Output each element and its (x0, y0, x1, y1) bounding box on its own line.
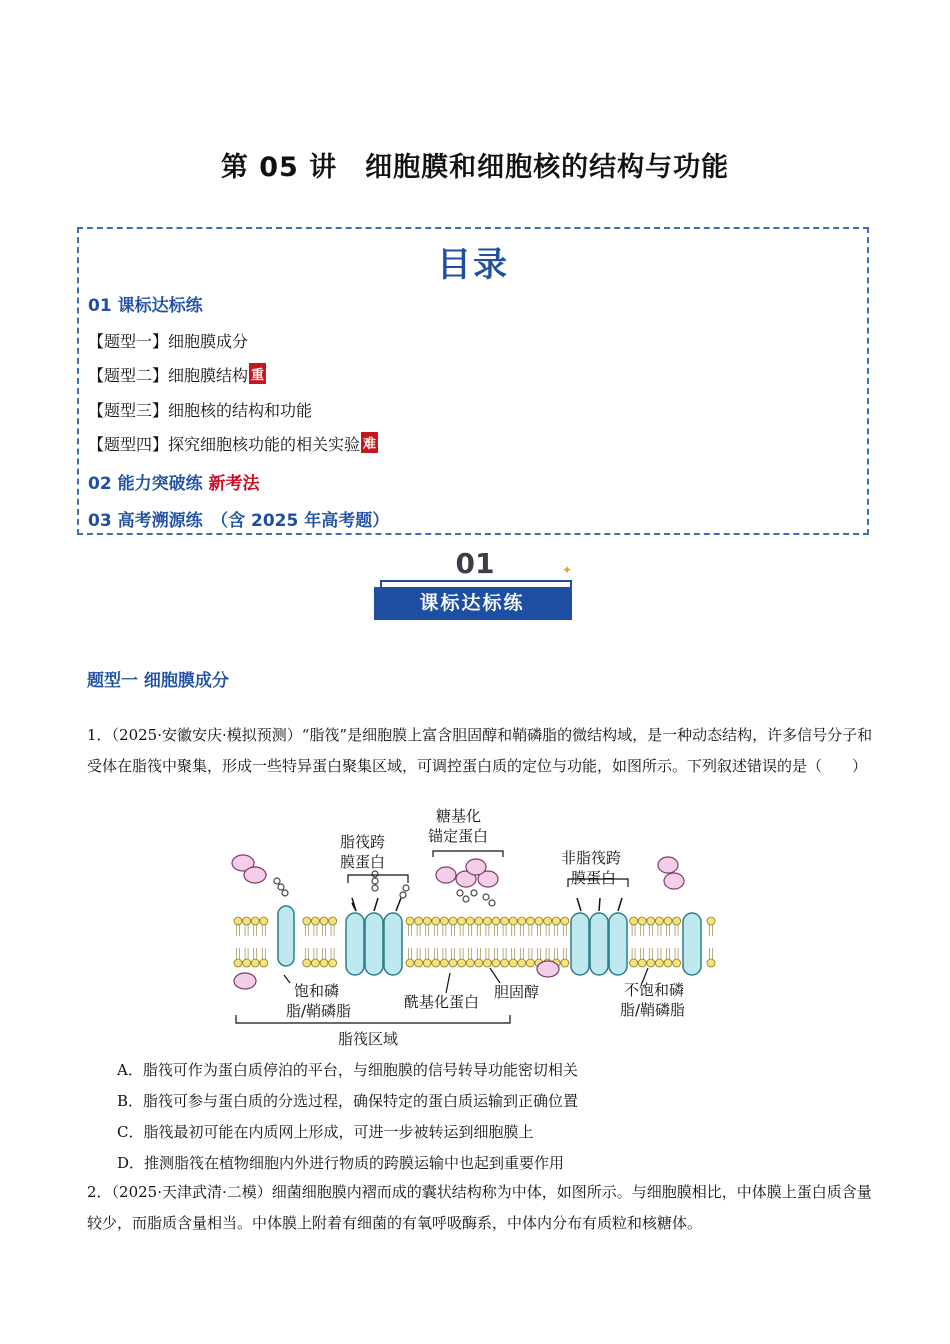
phospholipid-tail (426, 925, 429, 936)
phospholipid-tail (503, 948, 506, 959)
phospholipid-heads-bottom (234, 948, 715, 967)
phospholipid-tail (641, 948, 644, 959)
banner-number: 01 (455, 547, 495, 580)
phospholipid-tail (469, 948, 472, 959)
phospholipid-tail (667, 925, 670, 936)
phospholipid-tail (710, 948, 713, 959)
lipid-raft-figure (228, 803, 728, 1048)
phospholipid-head (526, 917, 534, 925)
toc-item-type-1[interactable] (88, 329, 248, 352)
phospholipid-head (483, 917, 491, 925)
phospholipid-head (432, 917, 440, 925)
phospholipid-head (303, 917, 311, 925)
phospholipid-head (673, 917, 681, 925)
phospholipid-head (406, 917, 414, 925)
option-d[interactable]: D．推测脂筏在植物细胞内外进行物质的跨膜运输中也起到重要作用 (117, 1154, 565, 1172)
phospholipid-head (544, 917, 552, 925)
figure-label: 脂/鞘磷脂 (286, 1002, 352, 1020)
phospholipid-head (311, 917, 319, 925)
phospholipid-tail (520, 925, 523, 936)
phospholipid-tail (503, 925, 506, 936)
toc-section-03[interactable] (88, 506, 389, 531)
phospholipid-tail (632, 925, 635, 936)
phospholipid-head (647, 959, 655, 967)
phospholipid-head (561, 917, 569, 925)
raft-transmembrane-protein (384, 913, 402, 975)
toc-item-type-4[interactable] (88, 432, 378, 455)
phospholipid-head (260, 959, 268, 967)
phospholipid-head (492, 917, 500, 925)
figure-label: 膜蛋白 (340, 853, 386, 871)
difficult-badge: 难 (361, 432, 378, 453)
phospholipid-tail (460, 948, 463, 959)
option-c[interactable]: C．脂筏最初可能在内质网上形成，可进一步被转运到细胞膜上 (117, 1123, 534, 1141)
phospholipid-tail (546, 925, 549, 936)
phospholipid-tail (331, 948, 334, 959)
phospholipid-head (449, 959, 457, 967)
phospholipid-head (466, 959, 474, 967)
figure-label: 饱和磷 (294, 982, 340, 1000)
phospholipid-head (526, 959, 534, 967)
phospholipid-tail (237, 925, 240, 936)
section-heading: 题型一 细胞膜成分 (87, 671, 229, 691)
phospholipid-head (501, 917, 509, 925)
figure-label: 糖基化 (436, 807, 482, 825)
figure-label: 脂筏跨 (340, 833, 386, 851)
nonraft-transmembrane-protein (609, 913, 627, 975)
toc-item-label: 【题型三】细胞核的结构和功能 (88, 401, 313, 420)
phospholipid-head (483, 959, 491, 967)
phospholipid-head (475, 959, 483, 967)
toc-item-type-2[interactable] (88, 363, 266, 386)
phospholipid-head (251, 959, 259, 967)
phospholipid-tail (434, 948, 437, 959)
phospholipid-head (707, 959, 715, 967)
phospholipid-head (243, 917, 251, 925)
phospholipid-head (449, 917, 457, 925)
phospholipid-tail (495, 948, 498, 959)
phospholipid-head (320, 959, 328, 967)
phospholipid-tail (409, 925, 412, 936)
phospholipid-tail (452, 948, 455, 959)
phospholipid-head (423, 959, 431, 967)
phospholipid-head (440, 959, 448, 967)
phospholipid-head (406, 959, 414, 967)
phospholipid-tail (538, 925, 541, 936)
figure-label: 脂筏区域 (338, 1030, 399, 1048)
phospholipid-head (518, 917, 526, 925)
figure-label: 膜蛋白 (571, 869, 617, 887)
phospholipid-head (234, 917, 242, 925)
phospholipid-tail (477, 925, 480, 936)
toc-section-01[interactable] (88, 291, 203, 316)
phospholipid-head (509, 959, 517, 967)
phospholipid-head (440, 917, 448, 925)
figure-label: 胆固醇 (494, 983, 540, 1001)
phospholipid-head (475, 917, 483, 925)
section-banner (370, 545, 580, 630)
phospholipid-tail (486, 948, 489, 959)
toc-section-label: 03 高考溯源练 （含 2025 年高考题） (88, 511, 390, 531)
phospholipid-head (423, 917, 431, 925)
toc-item-label: 【题型一】细胞膜成分 (88, 332, 249, 351)
phospholipid-head (432, 959, 440, 967)
question-1-stem: 1．（2025·安徽安庆·模拟预测）“脂筏”是细胞膜上富含胆固醇和鞘磷脂的微结构域，是一种动态结构，许多信号分子和受体在脂筏中聚集，形成一些特异蛋白聚集区域，可调控蛋白质的定位与功能，如图所示。下列叙述错误的是（ ） (87, 726, 873, 775)
phospholipid-head (243, 959, 251, 967)
phospholipid-tail (675, 925, 678, 936)
phospholipid-tail (237, 948, 240, 959)
option-a[interactable]: A．脂筏可作为蛋白质停泊的平台，与细胞膜的信号转导功能密切相关 (117, 1061, 578, 1079)
raft-transmembrane-protein (365, 913, 383, 975)
figure-label: 锚定蛋白 (428, 827, 489, 845)
phospholipid-tail (486, 925, 489, 936)
phospholipid-tail (512, 948, 515, 959)
phospholipid-tail (649, 948, 652, 959)
phospholipid-tail (563, 948, 566, 959)
phospholipid-head (630, 917, 638, 925)
phospholipid-tail (331, 925, 334, 936)
phospholipid-head (535, 917, 543, 925)
phospholipid-head (509, 917, 517, 925)
phospholipid-head (251, 917, 259, 925)
phospholipid-head (664, 917, 672, 925)
option-b[interactable]: B．脂筏可参与蛋白质的分选过程，确保特定的蛋白质运输到正确位置 (117, 1092, 579, 1110)
phospholipid-head (552, 917, 560, 925)
phospholipid-head (329, 959, 337, 967)
toc-item-label: 【题型二】细胞膜结构 (88, 366, 249, 385)
phospholipid-head (492, 959, 500, 967)
phospholipid-head (234, 959, 242, 967)
phospholipid-tail (305, 948, 308, 959)
phospholipid-tail (710, 925, 713, 936)
phospholipid-tail (460, 925, 463, 936)
toc-section-label: 01 课标达标练 (88, 296, 203, 316)
phospholipid-tail (452, 925, 455, 936)
phospholipid-tail (262, 948, 265, 959)
phospholipid-head (458, 917, 466, 925)
phospholipid-tail (641, 925, 644, 936)
phospholipid-head (561, 959, 569, 967)
phospholipid-head (518, 959, 526, 967)
phospholipid-head (415, 917, 423, 925)
phospholipid-tail (632, 948, 635, 959)
phospholipid-tail (563, 925, 566, 936)
phospholipid-tail (254, 948, 257, 959)
phospholipid-head (673, 959, 681, 967)
phospholipid-tail (305, 925, 308, 936)
phospholipid-tail (512, 925, 515, 936)
phospholipid-tail (314, 925, 317, 936)
phospholipid-tail (529, 925, 532, 936)
page-title: 第 05 讲 细胞膜和细胞核的结构与功能 (220, 152, 730, 183)
sparkle-icon: ✦ (562, 563, 573, 577)
phospholipid-head (320, 917, 328, 925)
phospholipid-head (630, 959, 638, 967)
nonraft-transmembrane-protein (571, 913, 589, 975)
phospholipid-tail (495, 925, 498, 936)
figure-label: 不饱和磷 (624, 981, 685, 999)
phospholipid-tail (245, 948, 248, 959)
phospholipid-tail (649, 925, 652, 936)
phospholipid-tail (314, 948, 317, 959)
phospholipid-tail (323, 948, 326, 959)
key-badge: 重 (249, 363, 266, 384)
nonraft-transmembrane-protein (590, 913, 608, 975)
phospholipid-tail (443, 925, 446, 936)
toc-item-label: 【题型四】探究细胞核功能的相关实验 (88, 435, 361, 454)
phospholipid-tail (555, 948, 558, 959)
figure-label: 酰基化蛋白 (404, 993, 480, 1011)
transmembrane-protein (278, 906, 294, 966)
phospholipid-head (415, 959, 423, 967)
phospholipid-tail (658, 948, 661, 959)
phospholipid-tail (262, 925, 265, 936)
raft-transmembrane-protein (346, 913, 364, 975)
toc-heading: 目录 (437, 245, 509, 285)
phospholipid-tail (520, 948, 523, 959)
toc-section-02[interactable] (88, 469, 260, 494)
phospholipid-tail (323, 925, 326, 936)
phospholipid-head (638, 959, 646, 967)
phospholipid-head (647, 917, 655, 925)
phospholipid-tail (538, 948, 541, 959)
phospholipid-head (311, 959, 319, 967)
phospholipid-tail (546, 948, 549, 959)
phospholipid-head (655, 959, 663, 967)
toc-item-type-3[interactable] (88, 398, 312, 421)
phospholipid-head (329, 917, 337, 925)
phospholipid-tail (245, 925, 248, 936)
figure-label: 脂/鞘磷脂 (620, 1001, 686, 1019)
phospholipid-tail (417, 948, 420, 959)
phospholipid-tail (443, 948, 446, 959)
phospholipid-tail (434, 925, 437, 936)
phospholipid-tail (254, 925, 257, 936)
phospholipid-tail (529, 948, 532, 959)
phospholipid-tail (469, 925, 472, 936)
phospholipid-heads-top (234, 917, 715, 936)
banner-label: 课标达标练 (374, 587, 570, 620)
phospholipid-tail (658, 925, 661, 936)
transmembrane-protein (683, 913, 701, 975)
phospholipid-head (303, 959, 311, 967)
phospholipid-head (664, 959, 672, 967)
phospholipid-tail (417, 925, 420, 936)
phospholipid-head (501, 959, 509, 967)
phospholipid-head (638, 917, 646, 925)
figure-label: 非脂筏跨 (561, 849, 622, 867)
phospholipid-tail (477, 948, 480, 959)
phospholipid-tail (675, 948, 678, 959)
phospholipid-head (466, 917, 474, 925)
phospholipid-tail (409, 948, 412, 959)
phospholipid-head (655, 917, 663, 925)
phospholipid-head (260, 917, 268, 925)
new-method-tag: 新考法 (208, 474, 260, 494)
toc-section-label: 02 能力突破练 (88, 474, 203, 494)
table-of-contents (77, 227, 869, 535)
phospholipid-tail (667, 948, 670, 959)
phospholipid-tail (555, 925, 558, 936)
phospholipid-tail (426, 948, 429, 959)
phospholipid-head (458, 959, 466, 967)
question-2-stem: 2．（2025·天津武清·二模）细菌细胞膜内褶而成的囊状结构称为中体，如图所示。与细胞膜相比，中体膜上蛋白质含量较少，而脂质含量相当。中体膜上附着有细菌的有氧呼吸酶系，中体内分布有质粒和核糖体。 (87, 1183, 872, 1232)
phospholipid-head (707, 917, 715, 925)
